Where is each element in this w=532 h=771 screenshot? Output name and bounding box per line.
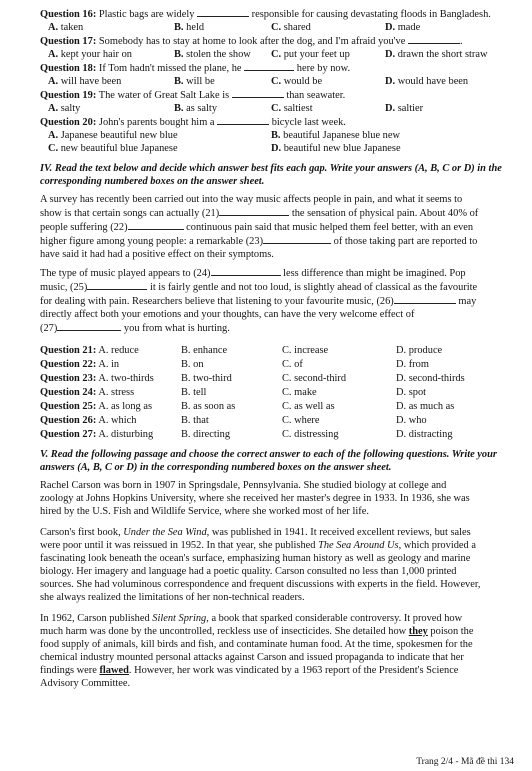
answer-blank-21 (219, 206, 289, 216)
option-a: A. kept your hair on (48, 49, 132, 60)
option-a: A. will have been (48, 76, 122, 87)
section-v-heading: V. Read the following passage and choose the correct answer to each of the following questions. Write your answers (A, B, C or D) in the corresponding numbered boxes on the answer sheet. (40, 449, 497, 473)
option-d: D. beautiful new blue Japanese (271, 143, 401, 154)
passage-v-paragraph-2 (40, 526, 518, 604)
text-line: much harm was done by the uncontrolled, reckless use of insecticides. She detailed how they poison the (40, 626, 474, 637)
option-c: C. put your feet up (271, 49, 350, 60)
answer-blank (408, 34, 460, 44)
text-line: Carson's first book, Under the Sea Wind, was published in 1941. It received excellent reviews, but sales (40, 527, 471, 538)
book-title: Silent Spring (152, 613, 207, 624)
text-line: In 1962, Carson published Silent Spring, a book that sparked considerable controversy. It proved how (40, 613, 463, 624)
question-stem-end: responsible for causing devastating floods in Bangladesh. (251, 9, 491, 20)
question-18 (40, 61, 518, 75)
grid-row: Question 26: A. which B. that C. where D. who (40, 415, 427, 426)
answer-blank-26 (394, 294, 456, 304)
page-footer: Trang 2/4 - Mã đề thi 134 (416, 757, 514, 767)
option-a: A. Japanese beautiful new blue (48, 130, 178, 141)
text-line: Advisory Committee. (40, 678, 131, 689)
underlined-word: flawed (99, 665, 129, 676)
text-line: food supply of animals, kill birds and fish, and contaminate human food. At the time, spokesmen for the (40, 639, 473, 650)
options-20-cd (40, 142, 518, 155)
text-line: for dealing with pain. Researchers believe that listening to your favourite music, (26) may (40, 296, 477, 307)
text-line: biology. Her imagery and language had a poetic quality. Carson consulted no less than 1,000 printed (40, 566, 457, 577)
question-stem-end: here by now. (296, 63, 351, 74)
text-line: have said it had had a positive effect on their symptoms. (40, 249, 274, 260)
text-line: zoology at Johns Hopkins University, where she received her master's degree in 1933. In 1936, she was (40, 493, 470, 504)
text-line: directly affect both your emotions and your thoughts, can have the very welcome effect of (40, 309, 415, 320)
grid-row: Question 22: A. in B. on C. of D. from (40, 359, 429, 370)
text-line: The type of music played appears to (24) less difference than might be imagined. Pop (40, 268, 466, 279)
text-line: fascinating look beneath the ocean's surface, emphasizing human history as well as geology and marine (40, 553, 471, 564)
answer-blank (197, 7, 249, 17)
option-b: B. as salty (174, 103, 218, 114)
grid-row: Question 24: A. stress B. tell C. make D. spot (40, 387, 427, 398)
option-d: D. would have been (385, 76, 469, 87)
option-b: B. stolen the show (174, 49, 251, 60)
text-line: hired by the U.S. Fish and Wildlife Service, where she worked most of her life. (40, 506, 369, 517)
option-d: D. drawn the short straw (385, 49, 488, 60)
question-number: Question 20: (40, 117, 97, 128)
passage-iv-paragraph-1 (40, 193, 518, 261)
section-iv-heading: IV. Read the text below and decide which answer best fits each gap. Write your answers (A, B, C or D) in the corresponding numbered boxes on the answer sheet. (40, 163, 502, 187)
answer-blank-24 (211, 266, 281, 276)
answer-blank-22 (128, 220, 184, 230)
answer-blank-27 (57, 321, 121, 331)
grid-row: Question 27: A. disturbing B. directing C. distressing D. distracting (40, 429, 453, 440)
passage-iv-paragraph-2 (40, 266, 518, 335)
option-a: A. taken (48, 22, 84, 33)
answer-blank (232, 88, 284, 98)
question-stem-end: bicycle last week. (271, 117, 346, 128)
text-line: music, (25) it is fairly gentle and not too loud, is slightly ahead of classical as the favourite (40, 282, 478, 293)
option-c: C. saltiest (271, 103, 313, 114)
passage-v-paragraph-1 (40, 479, 518, 518)
text-line: higher figure among young people: a remarkable (23) of those taking part are reported to (40, 236, 478, 247)
grid-row: Question 25: A. as long as B. as soon as C. as well as D. as much as (40, 401, 455, 412)
question-stem: Plastic bags are widely (98, 9, 195, 20)
question-stem: If Tom hadn't missed the plane, he (98, 63, 242, 74)
text-line: A survey has recently been carried out into the way music affects people in pain, and what it seems to (40, 194, 463, 205)
text-line: (27) you from what is hurting. (40, 323, 230, 334)
text-line: Rachel Carson was born in 1907 in Springsdale, Pennsylvania. She studied biology at college and (40, 480, 447, 491)
question-19 (40, 88, 518, 102)
options-18 (40, 75, 518, 88)
question-number: Question 18: (40, 63, 97, 74)
option-c: C. new beautiful blue Japanese (48, 143, 178, 154)
answer-blank-23 (263, 234, 331, 244)
underlined-word: they (408, 626, 428, 637)
option-c: C. would be (271, 76, 323, 87)
answer-blank (244, 61, 294, 71)
text-line: were poor until it was reissued in 1952. In that year, she published The Sea Around Us, which provided a (40, 540, 476, 551)
question-number: Question 16: (40, 9, 97, 20)
question-stem: John's parents bought him a (98, 117, 215, 128)
question-17 (40, 34, 518, 48)
options-grid-21-27 (40, 344, 518, 442)
text-line: findings were flawed. However, her work was vindicated by a 1963 report of the President's Science (40, 665, 459, 676)
question-20 (40, 115, 518, 129)
options-16 (40, 21, 518, 34)
option-b: B. beautiful Japanese blue new (271, 130, 400, 141)
question-16 (40, 7, 518, 21)
options-19 (40, 102, 518, 115)
question-stem: Somebody has to stay at home to look after the dog, and I'm afraid you've (98, 36, 406, 47)
book-title: The Sea Around Us (318, 540, 399, 551)
grid-row: Question 23: A. two-thirds B. two-third C. second-third D. second-thirds (40, 373, 465, 384)
book-title: Under the Sea Wind (123, 527, 207, 538)
question-stem: The water of Great Salt Lake is (98, 90, 230, 101)
grid-row: Question 21: A. reduce B. enhance C. increase D. produce (40, 345, 443, 356)
option-b: B. held (174, 22, 205, 33)
option-d: D. saltier (385, 103, 424, 114)
question-number: Question 19: (40, 90, 97, 101)
answer-blank (217, 115, 269, 125)
options-20-ab (40, 129, 518, 142)
question-stem-end: . (459, 36, 463, 47)
options-17 (40, 48, 518, 61)
question-number: Question 17: (40, 36, 97, 47)
text-line: chemical industry mounted personal attacks against Carson and issued propaganda to indicate that her (40, 652, 464, 663)
text-line: sources. She had voluminous correspondence and frequent discussions with experts in the field. However, (40, 579, 481, 590)
text-line: people suffering (22) continuous pain said that music helped them feel better, with an even (40, 222, 474, 233)
option-d: D. made (385, 22, 421, 33)
question-stem-end: than seawater. (286, 90, 346, 101)
option-c: C. shared (271, 22, 311, 33)
text-line: she always realized the limitations of her non-technical readers. (40, 592, 305, 603)
option-b: B. will be (174, 76, 215, 87)
answer-blank-25 (87, 280, 147, 290)
text-line: show is that certain songs can actually (21) the sensation of physical pain. About 40% of (40, 208, 479, 219)
passage-v-paragraph-3 (40, 612, 518, 690)
exam-page (40, 7, 518, 690)
option-a: A. salty (48, 103, 81, 114)
